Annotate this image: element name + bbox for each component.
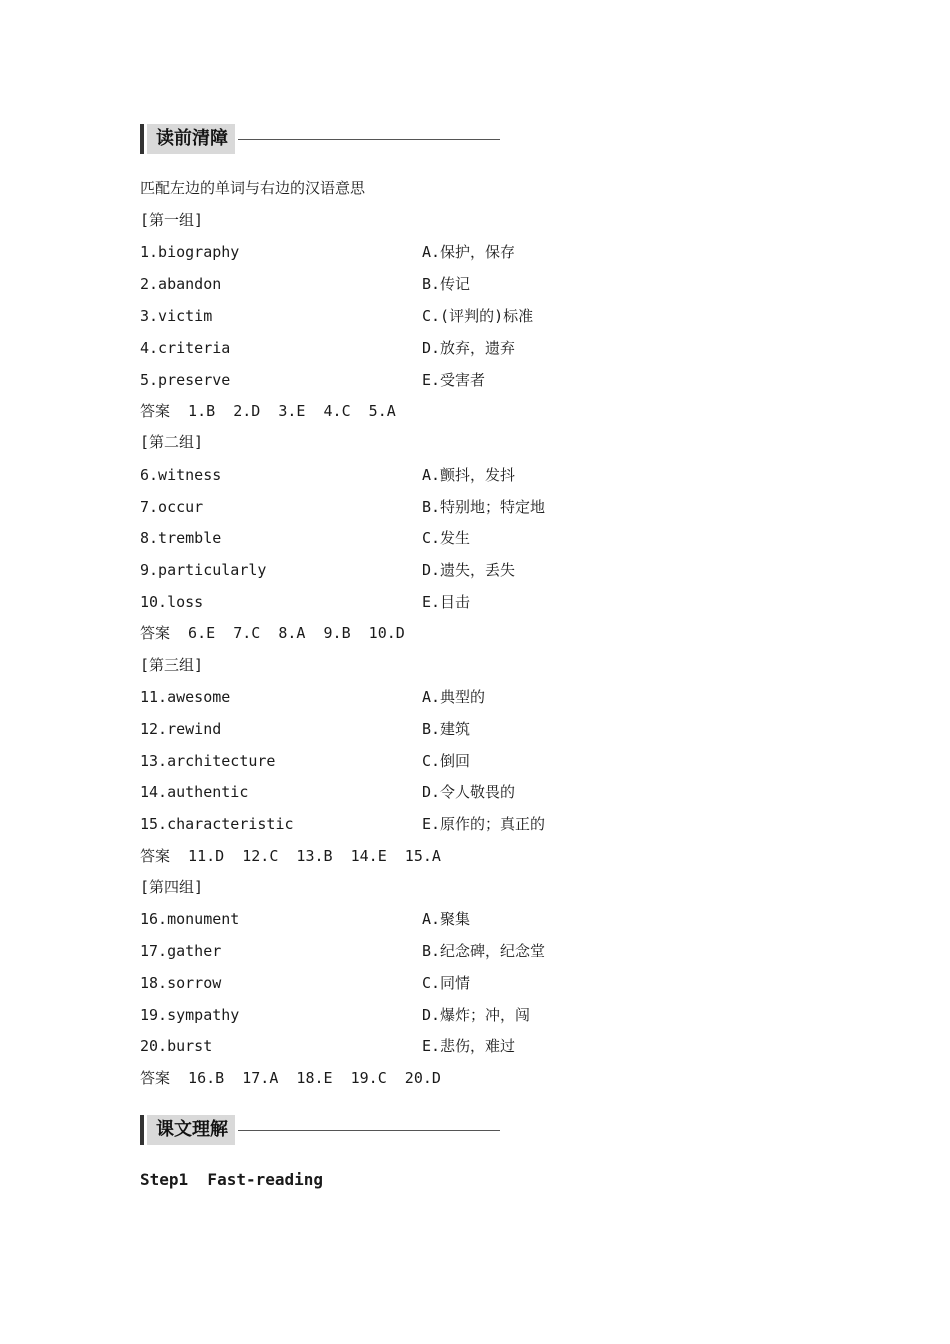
meaning-item: B.传记 xyxy=(422,275,471,293)
word-item: 3.victim xyxy=(140,307,213,325)
meaning-item: D.爆炸；冲，闯 xyxy=(422,1006,531,1024)
meaning-item: D.放弃，遗弃 xyxy=(422,339,516,357)
word-item: 19.sympathy xyxy=(140,1006,240,1024)
word-item: 9.particularly xyxy=(140,561,267,579)
word-item: 17.gather xyxy=(140,942,222,960)
word-item: 13.architecture xyxy=(140,752,276,770)
word-item: 5.preserve xyxy=(140,371,231,389)
section-marker-bar xyxy=(140,1115,144,1145)
meaning-item: A.颤抖，发抖 xyxy=(422,466,516,484)
meaning-item: E.悲伤，难过 xyxy=(422,1037,516,1055)
meaning-item: E.原作的；真正的 xyxy=(422,815,546,833)
meaning-item: B.纪念碑，纪念堂 xyxy=(422,942,546,960)
answer-line: 答案 6.E 7.C 8.A 9.B 10.D xyxy=(140,624,405,642)
group-label: [第一组] xyxy=(140,211,204,229)
meaning-item: E.目击 xyxy=(422,593,471,611)
word-item: 2.abandon xyxy=(140,275,222,293)
word-item: 7.occur xyxy=(140,498,204,516)
answer-line: 答案 1.B 2.D 3.E 4.C 5.A xyxy=(140,402,396,420)
step-heading: Step1 Fast-reading xyxy=(140,1170,324,1189)
meaning-item: B.建筑 xyxy=(422,720,471,738)
meaning-item: C.倒回 xyxy=(422,752,471,770)
word-item: 15.characteristic xyxy=(140,815,294,833)
word-item: 11.awesome xyxy=(140,688,231,706)
word-item: 20.burst xyxy=(140,1037,213,1055)
meaning-item: C.发生 xyxy=(422,529,471,547)
word-item: 14.authentic xyxy=(140,783,249,801)
word-item: 16.monument xyxy=(140,910,240,928)
section-rule xyxy=(238,139,500,140)
group-label: [第三组] xyxy=(140,656,204,674)
meaning-item: A.聚集 xyxy=(422,910,471,928)
meaning-item: D.遗失，丢失 xyxy=(422,561,516,579)
group-label: [第二组] xyxy=(140,433,204,451)
group-label: [第四组] xyxy=(140,878,204,896)
word-item: 1.biography xyxy=(140,243,240,261)
meaning-item: E.受害者 xyxy=(422,371,486,389)
answer-line: 答案 11.D 12.C 13.B 14.E 15.A xyxy=(140,847,441,865)
word-item: 4.criteria xyxy=(140,339,231,357)
instruction-text: 匹配左边的单词与右边的汉语意思 xyxy=(140,179,366,197)
word-item: 8.tremble xyxy=(140,529,222,547)
meaning-item: B.特别地；特定地 xyxy=(422,498,546,516)
section-marker-bar xyxy=(140,124,144,154)
meaning-item: D.令人敬畏的 xyxy=(422,783,516,801)
answer-line: 答案 16.B 17.A 18.E 19.C 20.D xyxy=(140,1069,441,1087)
section-header-pre-reading xyxy=(140,124,500,154)
word-item: 18.sorrow xyxy=(140,974,222,992)
word-item: 12.rewind xyxy=(140,720,222,738)
meaning-item: C.(评判的)标准 xyxy=(422,307,534,325)
section-title: 读前清障 xyxy=(147,124,235,154)
meaning-item: A.保护，保存 xyxy=(422,243,516,261)
section-header-text-understanding xyxy=(140,1115,500,1145)
word-item: 6.witness xyxy=(140,466,222,484)
word-item: 10.loss xyxy=(140,593,204,611)
section-title: 课文理解 xyxy=(147,1115,235,1145)
section-rule xyxy=(238,1130,500,1131)
meaning-item: C.同情 xyxy=(422,974,471,992)
meaning-item: A.典型的 xyxy=(422,688,486,706)
